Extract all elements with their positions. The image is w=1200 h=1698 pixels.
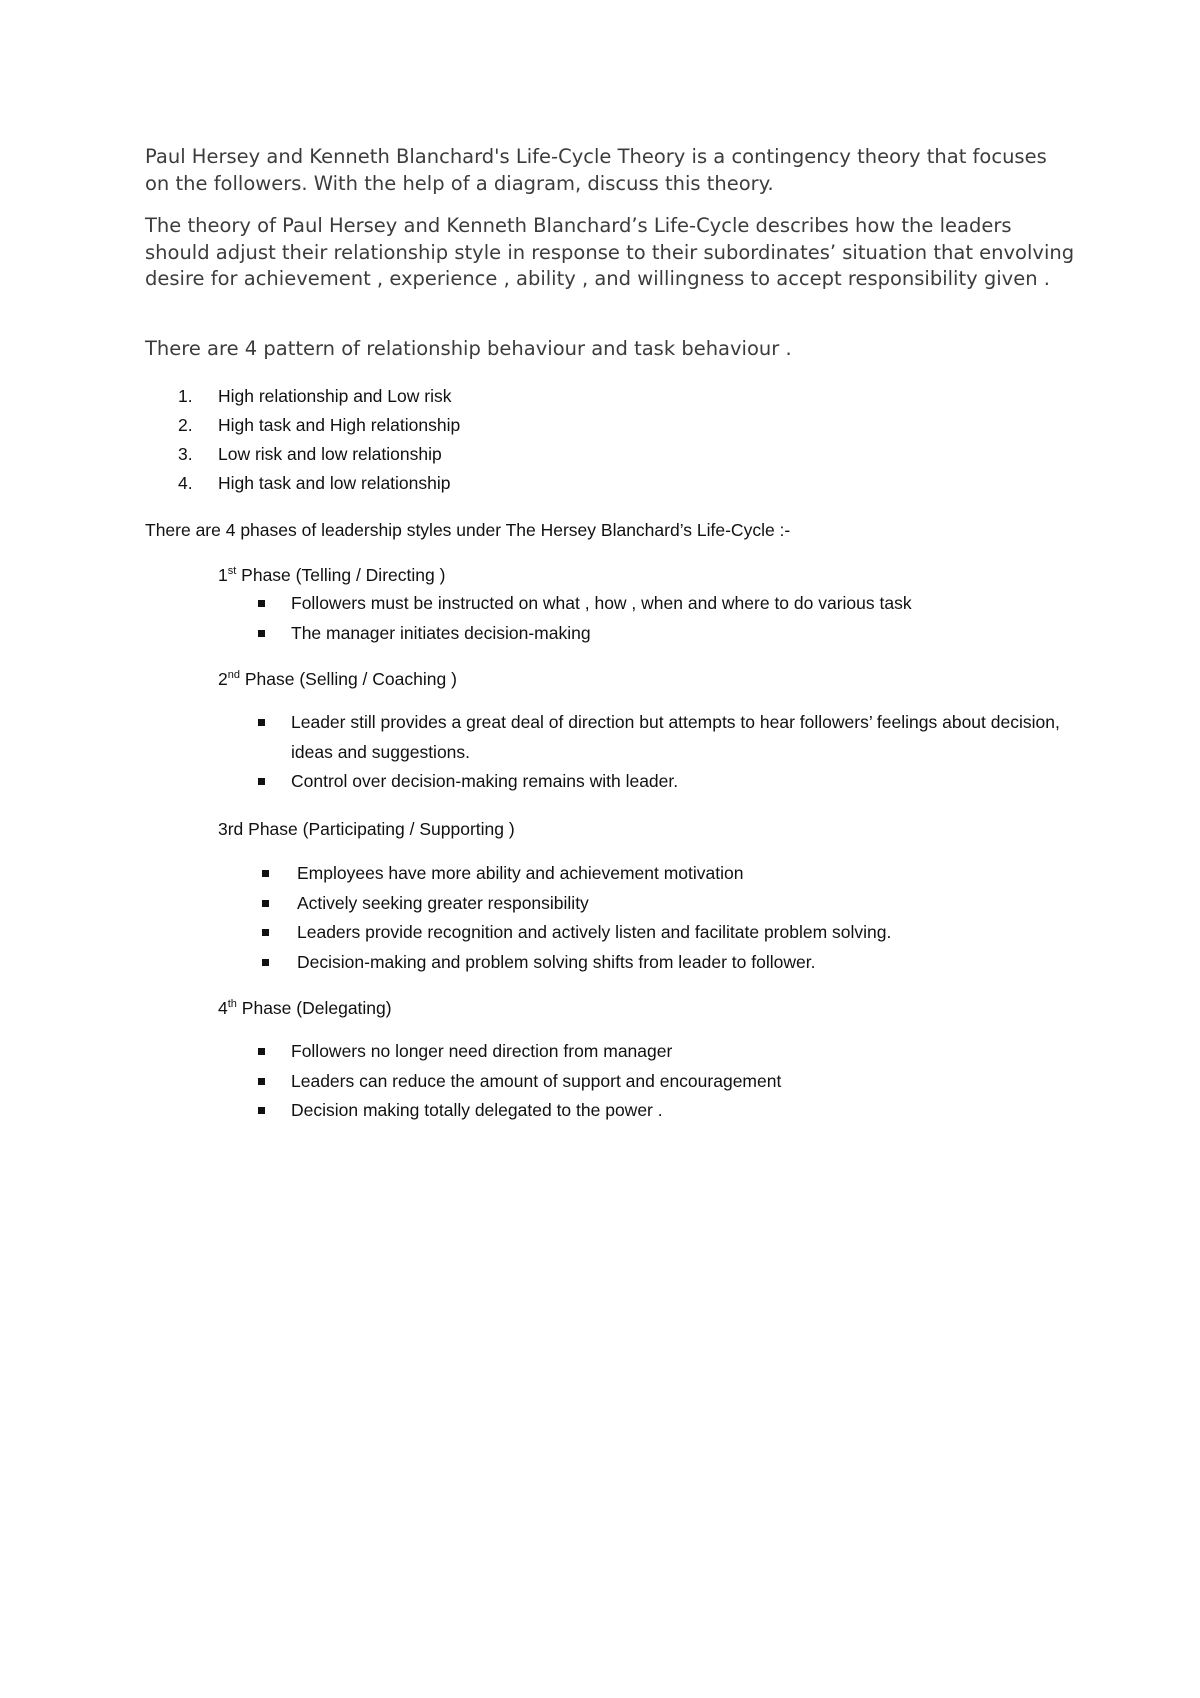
list-item: Control over decision-making remains with leader. xyxy=(291,767,1081,797)
list-item: Actively seeking greater responsibility xyxy=(297,889,891,919)
phase-heading: 3rd Phase (Participating / Supporting ) xyxy=(218,819,515,839)
list-number: 1. xyxy=(178,386,193,406)
square-bullet-icon xyxy=(258,1078,265,1085)
list-number: 2. xyxy=(178,415,193,435)
list-item xyxy=(178,382,460,411)
list-item: Decision making totally delegated to the power . xyxy=(291,1096,781,1126)
phase-bullet-list xyxy=(291,708,1081,797)
list-item: Employees have more ability and achievement motivation xyxy=(297,859,891,889)
phase-bullet-list xyxy=(291,1037,781,1126)
square-bullet-icon xyxy=(258,1048,265,1055)
list-item: The manager initiates decision-making xyxy=(291,619,912,649)
phase-heading: 1st Phase (Telling / Directing ) xyxy=(218,565,446,585)
phase-heading: 4th Phase (Delegating) xyxy=(218,998,392,1018)
list-item: Leaders provide recognition and actively listen and facilitate problem solving. xyxy=(297,918,891,948)
square-bullet-icon xyxy=(262,929,269,936)
question-paragraph: Paul Hersey and Kenneth Blanchard's Life-Cycle Theory is a contingency theory that focuses on the followers. With the help of a diagram, discuss this theory. xyxy=(145,145,1047,195)
phase-heading: 2nd Phase (Selling / Coaching ) xyxy=(218,669,457,689)
square-bullet-icon xyxy=(258,1107,265,1114)
list-item-text: High relationship and Low risk xyxy=(218,386,452,406)
square-bullet-icon xyxy=(262,959,269,966)
square-bullet-icon xyxy=(262,900,269,907)
list-item xyxy=(178,469,460,498)
square-bullet-icon xyxy=(258,719,265,726)
list-item xyxy=(178,440,460,469)
square-bullet-icon xyxy=(258,600,265,607)
theory-paragraph: The theory of Paul Hersey and Kenneth Blanchard’s Life-Cycle describes how the leaders should adjust their relationship style in response to their subordinates’ situation that envolving desire for achievement , experience , ability , and willingness to accept responsibility given . xyxy=(145,214,1075,290)
pattern-intro-paragraph: There are 4 pattern of relationship behaviour and task behaviour . xyxy=(145,337,792,360)
square-bullet-icon xyxy=(262,870,269,877)
list-item xyxy=(178,411,460,440)
list-number: 3. xyxy=(178,444,193,464)
list-item: Leader still provides a great deal of direction but attempts to hear followers’ feelings about decision, ideas and suggestions. xyxy=(291,708,1081,767)
list-item-text: Low risk and low relationship xyxy=(218,444,442,464)
square-bullet-icon xyxy=(258,630,265,637)
square-bullet-icon xyxy=(258,778,265,785)
phase-bullet-list xyxy=(291,589,912,648)
list-item: Leaders can reduce the amount of support and encouragement xyxy=(291,1067,781,1097)
list-item: Decision-making and problem solving shifts from leader to follower. xyxy=(297,948,891,978)
phase-bullet-list xyxy=(297,859,891,977)
list-item: Followers no longer need direction from manager xyxy=(291,1037,781,1067)
list-item: Followers must be instructed on what , how , when and where to do various task xyxy=(291,589,912,619)
list-item-text: High task and High relationship xyxy=(218,415,461,435)
list-item-text: High task and low relationship xyxy=(218,473,451,493)
list-number: 4. xyxy=(178,473,193,493)
phases-intro-paragraph: There are 4 phases of leadership styles under The Hersey Blanchard’s Life-Cycle :- xyxy=(145,520,791,540)
pattern-list xyxy=(178,382,460,498)
